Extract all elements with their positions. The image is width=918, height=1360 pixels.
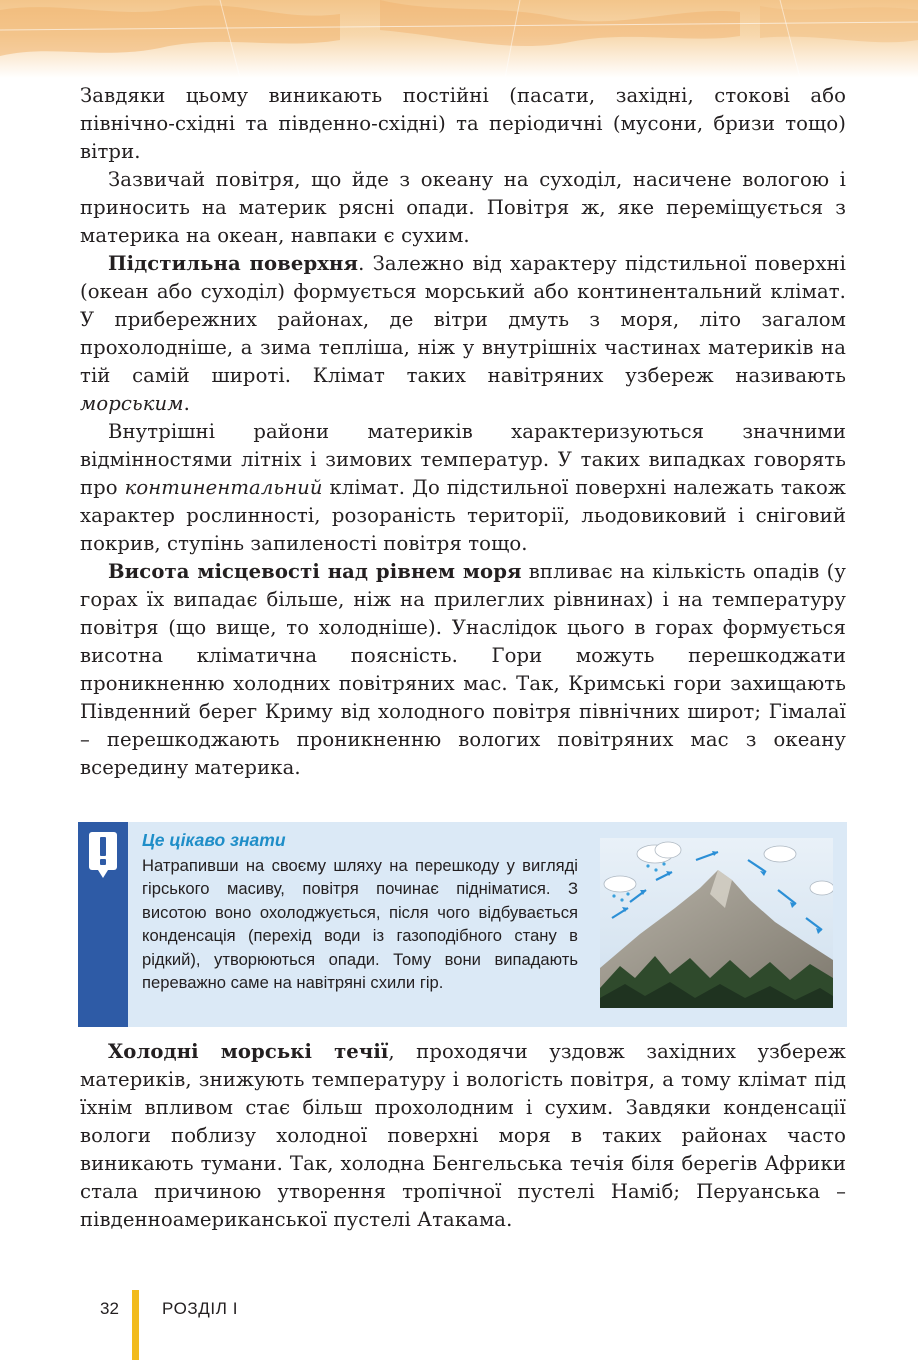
text-segment: , проходячи уздовж західних узбереж материків, знижують температуру і вологість повітря, а тому клімат під їхнім впливом стає більш прохолодним і сухим. Завдяки конденсації вологи поблизу холодної поверхні моря в таких районах часто виникають тумани. Так, холодна Бенгельська течія біля берегів Африки стала причиною утворення тропічної пустелі Наміб; Перуанська – південноамериканської пустелі Атакама.: [80, 1040, 846, 1231]
paragraph: [80, 166, 846, 250]
paragraph: [80, 82, 846, 166]
callout-text: Натрапивши на своєму шляху на перешкоду у вигляді гірського масиву, повітря починає підніматися. З висотою воно охолоджується, після чого відбувається конденсація (перехід води із газоподібного стану в рідкий), утворюються опади. Тому вони випадають переважно саме на навітряні схили гір.: [142, 856, 578, 993]
main-text-top: [80, 82, 846, 782]
section-label: РОЗДІЛ І: [162, 1299, 239, 1318]
text-segment: Внутрішні райони материків характеризуються значними відмінностями літніх і зимових температур. У таких випадках говорять про: [80, 420, 846, 499]
paragraph: [80, 1038, 846, 1234]
paragraph: [80, 250, 846, 418]
main-text-bottom: [80, 1038, 846, 1234]
paragraph: [80, 418, 846, 558]
callout-title: Це цікаво знати: [142, 830, 286, 850]
paragraph: [80, 558, 846, 782]
top-decorative-banner: [0, 0, 918, 78]
world-map-decoration: [0, 0, 918, 78]
text-segment: .: [183, 392, 190, 415]
text-segment: впливає на кількість опадів (у горах їх випадає більше, ніж на прилеглих рівнинах) і на температуру повітря (що вище, то холодніше). Унаслідок цього в горах формується висотна кліматична поясність. Гори можуть перешкоджати проникненню холодних повітряних мас. Так, Кримські гори захищають Південний берег Криму від холодного повітря північних широт; Гімалаї – перешкоджають проникненню вологих повітряних мас з океану всередину материка.: [80, 560, 846, 779]
italic-term: континентальний: [124, 476, 323, 499]
bold-term: Підстильна поверхня: [108, 252, 359, 275]
page-number: 32: [100, 1299, 119, 1318]
page-footer: [0, 1290, 918, 1360]
interesting-fact-box: [78, 822, 847, 1027]
italic-term: морським: [80, 392, 184, 415]
text-segment: . Залежно від характеру підстильної поверхні (океан або суходіл) формується морський або континентальний клімат. У прибережних районах, де вітри дмуть з моря, літо загалом прохолодніше, а зима тепліша, ніж у внутрішніх частинах материків на тій самій широті. Клімат таких навітряних узбереж називають: [80, 252, 847, 387]
footer-accent-bar: [132, 1290, 139, 1360]
exclamation-icon: [78, 822, 128, 882]
bold-term: Холодні морські течії: [108, 1040, 389, 1063]
callout-side-bar: [78, 822, 128, 1027]
mountain-illustration: [600, 838, 833, 1008]
text-segment: Зазвичай повітря, що йде з океану на суходіл, насичене вологою і приносить на материк рясні опади. Повітря ж, яке переміщується з материка на океан, навпаки є сухим.: [80, 168, 846, 247]
bold-term: Висота місцевості над рівнем моря: [108, 560, 522, 583]
text-segment: клімат. До підстильної поверхні належать також характер рослинності, розораність території, льодовиковий і сніговий покрив, ступінь запиленості повітря тощо.: [80, 476, 847, 555]
text-segment: Завдяки цьому виникають постійні (пасати, західні, стокові або північно-східні та південно-східні) та періодичні (мусони, бризи тощо) вітри.: [80, 84, 846, 163]
